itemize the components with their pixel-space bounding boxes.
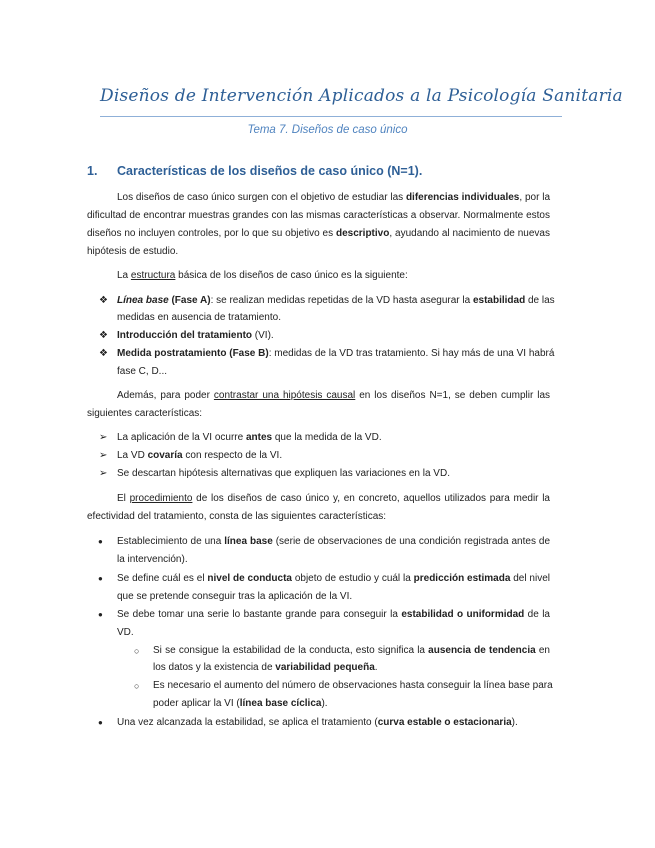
document-subtitle: Tema 7. Diseños de caso único <box>247 124 408 136</box>
procedure-subitem-2-line-1 <box>153 679 553 693</box>
text: La VD <box>117 450 148 461</box>
text-bold: covaría <box>147 450 183 461</box>
causal-item-1 <box>117 431 382 445</box>
text: del nivel <box>510 573 551 584</box>
diamond-bullet-icon: ❖ <box>99 348 108 359</box>
text-bold: nivel de conducta <box>207 573 292 584</box>
text: : medidas de la VD tras tratamiento. Si hay más de una VI habrá <box>268 348 555 359</box>
text: Los diseños de caso único surgen con el objetivo de estudiar las <box>117 192 406 203</box>
text: Se define cuál es el <box>117 573 208 584</box>
text: siguientes características: <box>87 408 203 419</box>
causal-item-2 <box>117 449 282 463</box>
paragraph-1-line-1 <box>117 191 550 205</box>
diamond-bullet-icon: ❖ <box>99 330 108 341</box>
paragraph-4-line-2 <box>87 510 386 524</box>
text: básica de los diseños de caso único es la siguiente: <box>175 270 408 281</box>
text: de la <box>524 609 550 620</box>
structure-item-1-line-1 <box>117 294 555 308</box>
text: en <box>535 645 550 656</box>
text-bold: estabilidad o uniformidad <box>401 609 525 620</box>
procedure-item-3-line-2 <box>117 626 134 640</box>
arrowhead-bullet-icon: ➢ <box>99 468 108 479</box>
text-bold: Línea base <box>117 295 169 306</box>
text: que la medida de la VD. <box>272 432 382 443</box>
dot-bullet-icon: ● <box>98 610 103 619</box>
text-bold: línea base <box>224 536 273 547</box>
text: Es necesario el aumento del número de observaciones hasta conseguir la línea base para <box>153 680 553 691</box>
text: de las <box>525 295 555 306</box>
text: con respecto de la VI. <box>182 450 283 461</box>
text: (VI). <box>252 330 274 341</box>
text-bold: ausencia de tendencia <box>428 645 536 656</box>
procedure-subitem-1-line-2 <box>153 661 378 675</box>
dot-bullet-icon: ● <box>98 574 103 583</box>
procedure-subitem-1-line-1 <box>153 644 550 658</box>
text: El <box>117 493 130 504</box>
text: Si se consigue la estabilidad de la conducta, esto significa la <box>153 645 429 656</box>
section-heading <box>87 164 422 178</box>
text-bold: (Fase B) <box>226 348 269 359</box>
procedure-subitem-2-line-2 <box>153 697 328 711</box>
dot-bullet-icon: ● <box>98 718 103 727</box>
text: poder aplicar la VI ( <box>153 698 240 709</box>
structure-item-1-line-2 <box>117 311 281 325</box>
diamond-bullet-icon: ❖ <box>99 295 108 306</box>
procedure-item-1-line-1 <box>117 535 550 549</box>
paragraph-1-line-4 <box>87 245 178 259</box>
title-divider <box>100 116 562 117</box>
text: . <box>374 662 378 673</box>
text: Establecimiento de una <box>117 536 225 547</box>
paragraph-1-line-3 <box>87 227 550 241</box>
text: ). <box>511 717 518 728</box>
text: en los diseños N=1, se deben cumplir las <box>355 390 551 401</box>
text-bold: Introducción del tratamiento <box>117 330 253 341</box>
text: (serie de observaciones de una condición registrada antes de <box>272 536 551 547</box>
text-underline: procedimiento <box>129 493 193 504</box>
text: fase C, D... <box>117 366 168 377</box>
text: Se descartan hipótesis alternativas que expliquen las variaciones en la VD. <box>117 468 450 479</box>
procedure-item-4 <box>117 716 518 730</box>
text: la intervención). <box>117 554 188 565</box>
text: : se realizan medidas repetidas de la VD hasta asegurar la <box>210 295 473 306</box>
text: medidas en ausencia de tratamiento. <box>117 312 281 323</box>
text-underline: estructura <box>130 270 176 281</box>
text: VD. <box>117 627 134 638</box>
text-bold: predicción estimada <box>413 573 511 584</box>
paragraph-4-line-1 <box>117 492 550 506</box>
arrowhead-bullet-icon: ➢ <box>99 450 108 461</box>
text: que se pretende conseguir tras la aplicación de la VI. <box>117 591 353 602</box>
text-bold: descriptivo <box>335 228 390 239</box>
structure-item-2 <box>117 329 274 343</box>
paragraph-3-line-2 <box>87 407 202 421</box>
paragraph-1-line-2 <box>87 209 550 223</box>
section-number: 1. <box>87 164 98 178</box>
text: La <box>117 270 131 281</box>
document-title: Diseños de Intervención Aplicados a la Psicología Sanitaria <box>100 86 623 106</box>
text-bold: variabilidad pequeña <box>275 662 375 673</box>
text: Además, para poder <box>117 390 214 401</box>
text: Una vez alcanzada la estabilidad, se aplica el tratamiento ( <box>117 717 378 728</box>
procedure-item-1-line-2 <box>117 553 188 567</box>
text-bold: curva estable o estacionaria <box>377 717 512 728</box>
procedure-item-2-line-2 <box>117 590 352 604</box>
text-bold: antes <box>245 432 273 443</box>
arrowhead-bullet-icon: ➢ <box>99 432 108 443</box>
structure-item-3-line-1 <box>117 347 555 361</box>
text-bold: estabilidad <box>472 295 526 306</box>
text-underline: contrastar una hipótesis causal <box>213 390 356 401</box>
text-bold: (Fase A) <box>168 295 211 306</box>
text: ). <box>321 698 328 709</box>
text: La aplicación de la VI ocurre <box>117 432 246 443</box>
text: Se debe tomar una serie lo bastante grande para conseguir la <box>117 609 402 620</box>
procedure-item-2-line-1 <box>117 572 550 586</box>
text: efectividad del tratamiento, consta de las siguientes características: <box>87 511 387 522</box>
causal-item-3 <box>117 467 450 481</box>
structure-item-3-line-2 <box>117 365 167 379</box>
paragraph-3-line-1 <box>117 389 550 403</box>
text: diseños no incluyen controles, por lo que su objetivo es <box>87 228 336 239</box>
circle-bullet-icon: ○ <box>134 646 140 656</box>
text: los datos y la existencia de <box>153 662 276 673</box>
text: , por la <box>519 192 551 203</box>
dot-bullet-icon: ● <box>98 537 103 546</box>
text: dificultad de encontrar muestras grandes con las mismas características a observar. Normalmente estos <box>87 210 550 221</box>
text-bold: diferencias individuales <box>405 192 520 203</box>
text-bold: Medida postratamiento <box>117 348 227 359</box>
text-bold: línea base cíclica <box>239 698 322 709</box>
text: objeto de estudio y cuál la <box>291 573 414 584</box>
text: , ayudando al nacimiento de nuevas <box>389 228 550 239</box>
circle-bullet-icon: ○ <box>134 681 140 691</box>
section-title: Características de los diseños de caso único (N=1). <box>117 164 423 178</box>
paragraph-2 <box>117 269 408 283</box>
procedure-item-3-line-1 <box>117 608 550 622</box>
text: hipótesis de estudio. <box>87 246 179 257</box>
text: de los diseños de caso único y, en concreto, aquellos utilizados para medir la <box>192 493 550 504</box>
